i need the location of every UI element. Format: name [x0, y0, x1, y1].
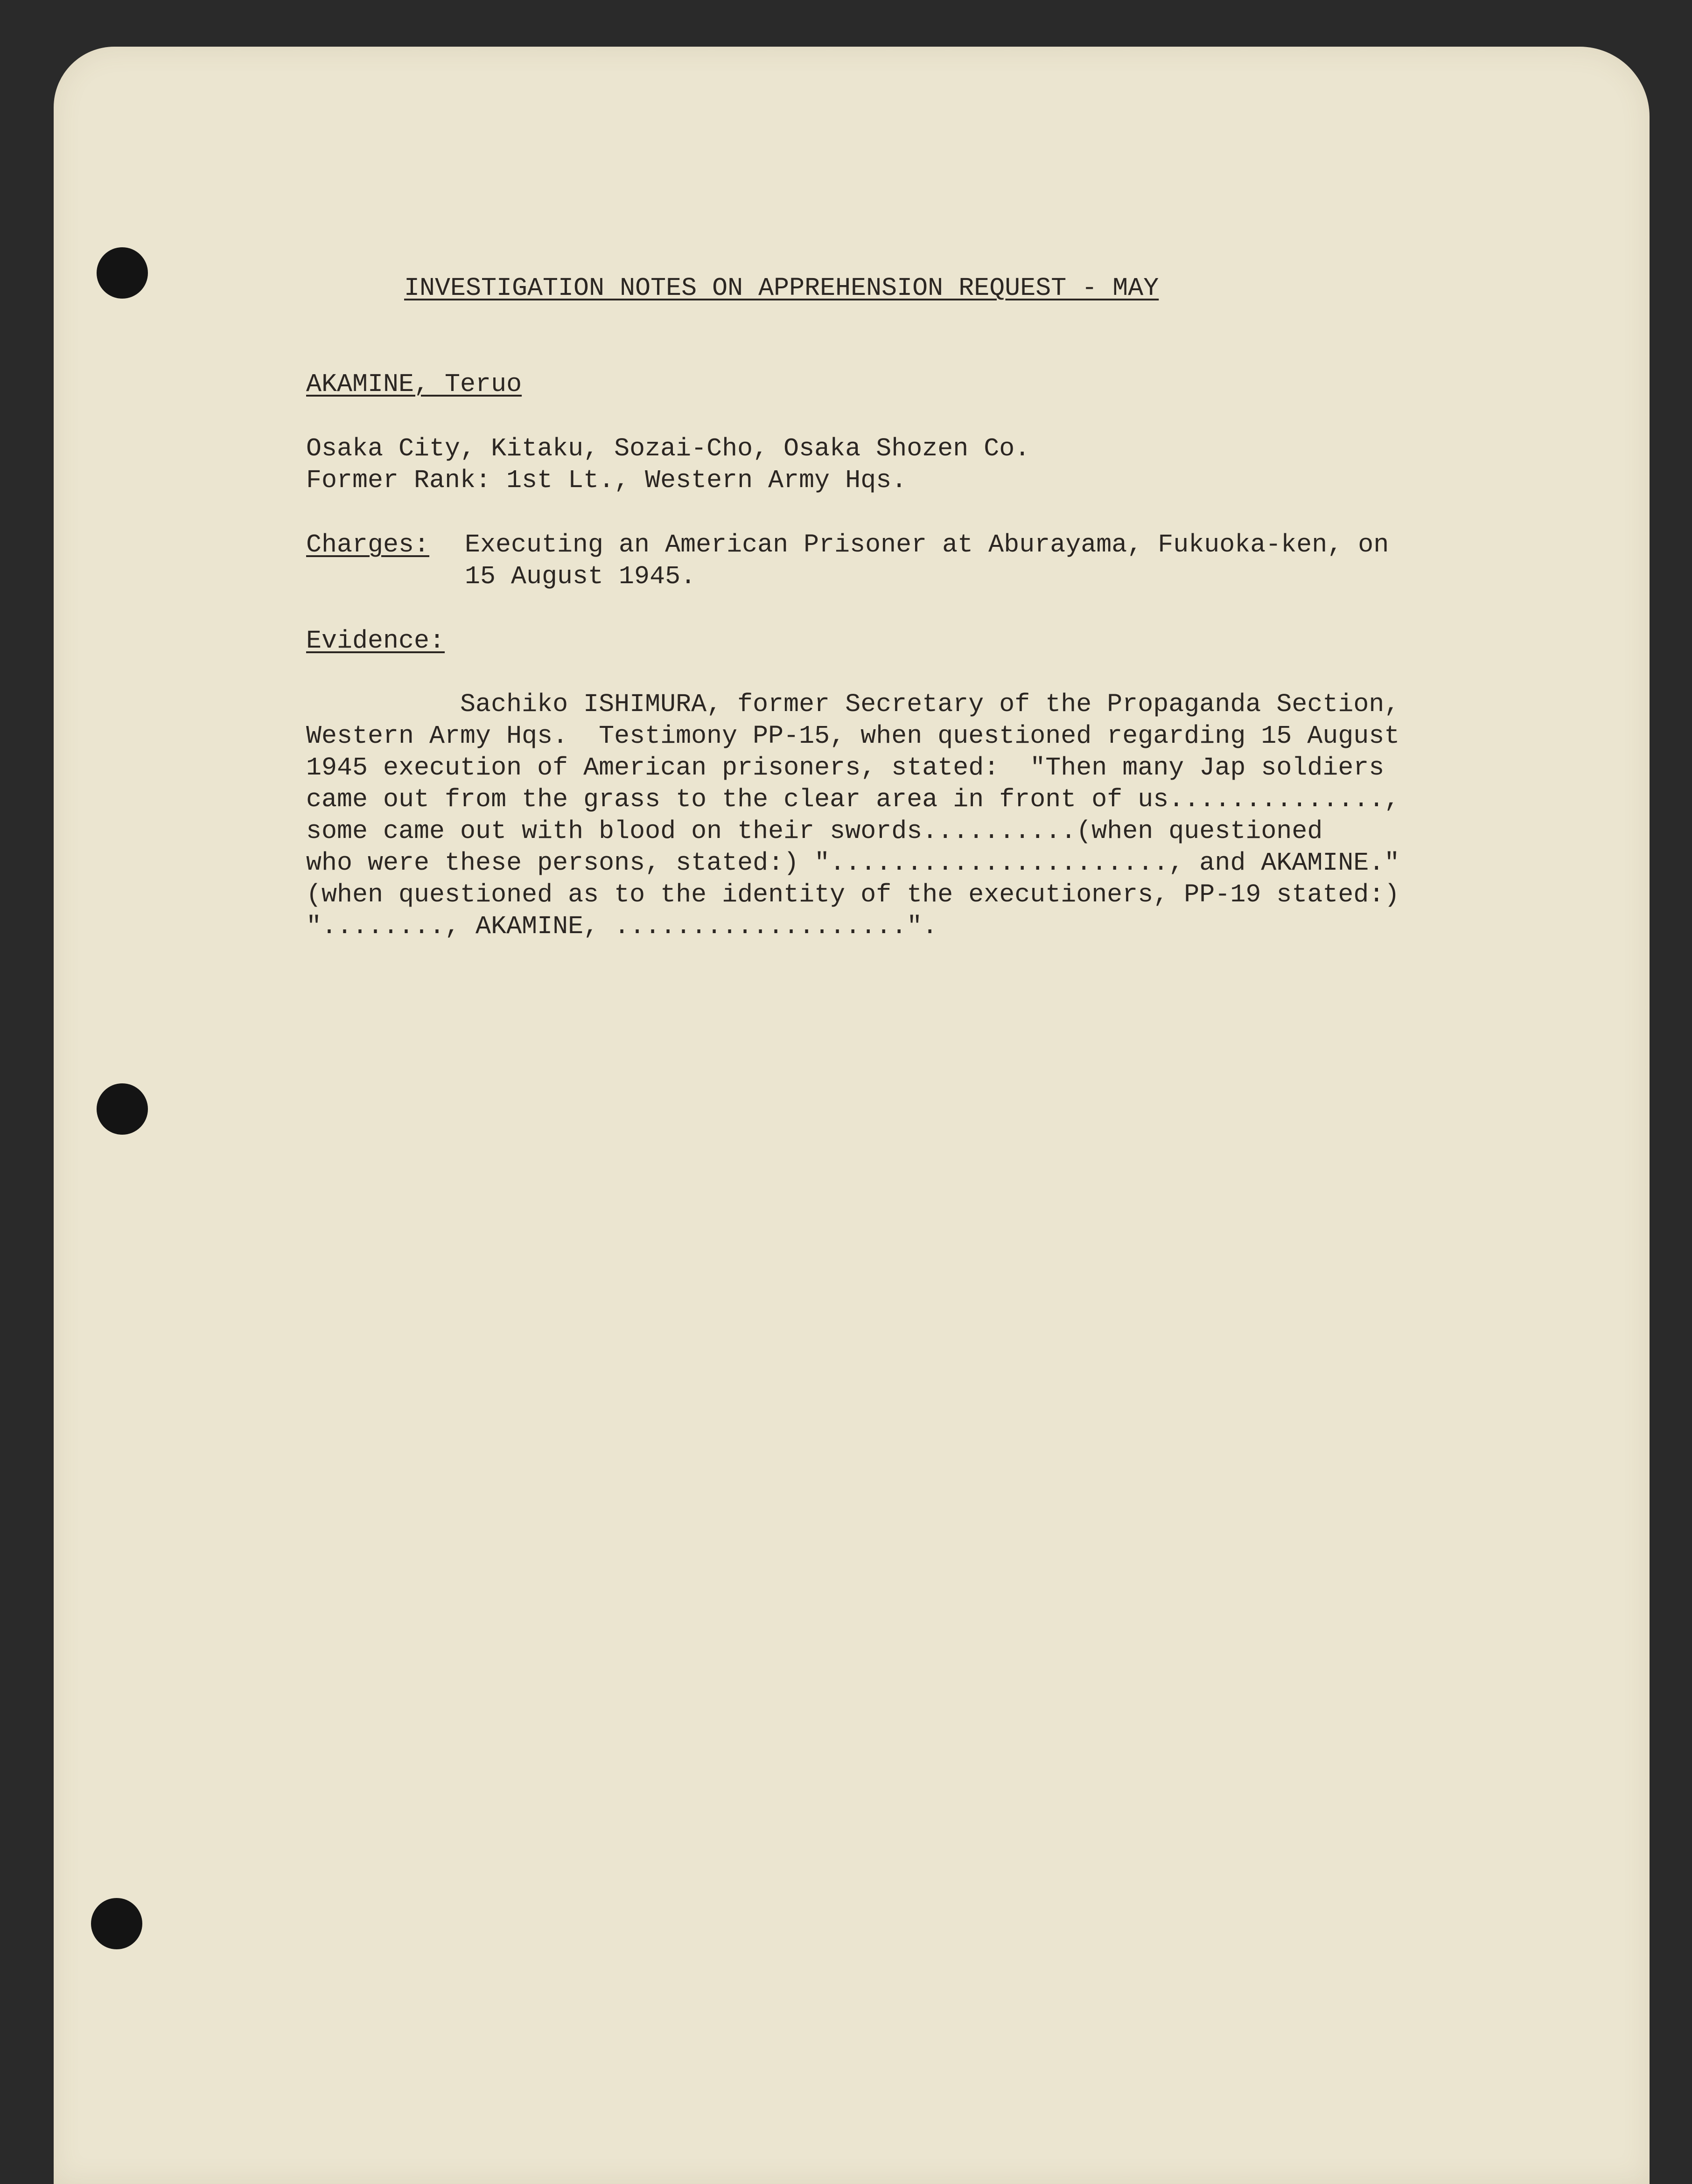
- punch-hole-bottom: [91, 1898, 142, 1949]
- document-title: INVESTIGATION NOTES ON APPREHENSION REQUEST - MAY: [404, 273, 1159, 303]
- evidence-label: Evidence:: [306, 626, 445, 656]
- subject-address: Osaka City, Kitaku, Sozai-Cho, Osaka Shozen Co.: [306, 434, 1030, 463]
- charges-label: Charges:: [306, 530, 430, 559]
- former-rank: Former Rank: 1st Lt., Western Army Hqs.: [306, 466, 907, 495]
- charges-text-line: 15 August 1945.: [465, 562, 696, 591]
- evidence-text-line: 1945 execution of American prisoners, stated: "Then many Jap soldiers: [306, 753, 1384, 782]
- evidence-text-line: (when questioned as to the identity of the executioners, PP-19 stated:): [306, 880, 1400, 909]
- evidence-text-line: "........, AKAMINE, ...................".: [306, 912, 938, 941]
- evidence-text-line: Sachiko ISHIMURA, former Secretary of the Propaganda Section,: [306, 690, 1400, 719]
- punch-hole-top: [97, 247, 148, 299]
- evidence-text-line: who were these persons, stated:) "......................, and AKAMINE.": [306, 848, 1400, 878]
- subject-name: AKAMINE, Teruo: [306, 370, 522, 399]
- evidence-text-line: Western Army Hqs. Testimony PP-15, when questioned regarding 15 August: [306, 721, 1400, 751]
- evidence-text-line: some came out with blood on their swords..........(when questioned: [306, 816, 1323, 846]
- evidence-text-line: came out from the grass to the clear area in front of us..............,: [306, 785, 1400, 814]
- punch-hole-middle: [97, 1083, 148, 1135]
- charges-text-line: Executing an American Prisoner at Aburayama, Fukuoka-ken, on: [465, 530, 1389, 559]
- document-page: [54, 47, 1650, 2184]
